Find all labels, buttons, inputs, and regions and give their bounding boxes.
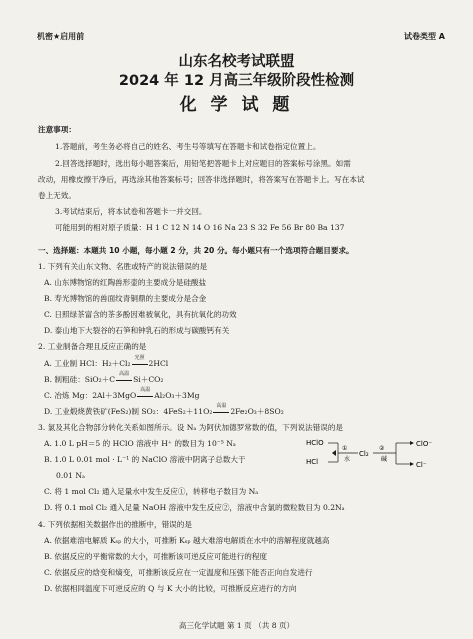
q1-option-a: A. 山东博物馆的红陶兽形壶的主要成分是硅酸盐 [44,278,207,287]
title-organizer: 山东名校考试联盟 [178,54,295,70]
notice-item-2b: 改动，用橡皮擦干净后，再选涂其他答案标号；回答非选择题时，将答案写在答题卡上。写在本试 [38,175,365,184]
diagram-r2-cond: 碱 [381,456,388,463]
diagram-hclo: HClO [306,439,324,447]
q2-option-c [44,387,200,401]
title-exam: 2024 年 12 月高三年级阶段性检测 [118,73,355,89]
section-heading: 一、选择题：本题共 10 小题，每小题 2 分，共 20 分。每小题只有一个选项符合题目要求。 [38,246,354,255]
diagram-r2: ② [379,445,385,452]
q1-option-b: B. 寿光博物馆的兽面纹青铜鼎的主要成分是合金 [44,294,207,303]
diagram-hcl: HCl [306,458,319,466]
title-subject: 化 学 试 题 [179,95,294,115]
q1-option-d: D. 泰山地下大裂谷的石笋和钟乳石的形成与碳酸钙有关 [44,326,230,335]
q3-option-d: D. 将 0.1 mol Cl₂ 通入足量 NaOH 溶液中发生反应②，溶液中含氯的微粒数目为 0.2Nₐ [44,503,345,512]
notice-item-1: 1.答题前，考生务必将自己的姓名、考生号等填写在答题卡和试卷指定位置上。 [55,142,321,151]
reaction-condition: 高温 [216,403,227,409]
q1-option-c: C. 日照绿茶富含的茶多酚因难被氧化，具有抗氧化的功效 [44,310,237,319]
reaction-condition: 高温 [119,371,130,377]
reaction-arrow [212,403,230,417]
q2-c-products: Al₂O₃＋3Mg [154,391,200,400]
page-footer: 高三化学试题 第 1 页 （共 8 页） [178,621,295,630]
q3-option-b-line2: 0.01 Nₐ [56,471,85,480]
reaction-arrow [131,355,149,369]
q3-stem: 3. 氯及其化合物部分转化关系如图所示。设 Nₐ 为阿伏加德罗常数的值，下列说法错误的是 [38,423,344,432]
q2-c-reactants: C. 冶炼 Mg：2Al＋3MgO [44,391,137,400]
notice-heading: 注意事项： [38,125,76,134]
q4-option-c: C. 依据反应的焓变和熵变，可推断该反应在一定温度和压强下能否正向自发进行 [44,568,313,577]
atomic-masses: 可能用到的相对原子质量：H 1 C 12 N 14 O 16 Na 23 S 32 Fe 56 Br 80 Ba 137 [55,223,345,232]
confidential-label: 机密★启用前 [37,32,85,41]
q4-option-a: A. 依据难溶电解质 Kₛₚ 的大小，可推断 Kₛₚ 越大难溶电解质在水中的溶解程度就越高 [44,536,330,545]
q2-stem: 2. 工业制备合理且反应正确的是 [38,342,147,351]
q2-b-products: Si＋CO₂ [133,375,164,384]
q1-stem: 1. 下列有关山东文物、名胜或特产的说法错误的是 [38,262,208,271]
q2-b-reactants: B. 制粗硅：SiO₂＋C [44,375,116,384]
diagram-r1-cond: 水 [344,456,351,463]
q3-option-a: A. 1.0 L pH＝5 的 HClO 溶液中 H⁺ 的数目为 10⁻⁵ Nₐ [44,439,236,448]
reaction-arrow [136,387,154,401]
diagram-arrowhead [410,462,414,466]
q2-option-b [44,371,164,385]
q4-option-d: D. 依据相同温度下可逆反应的 Q 与 K 大小的比较，可推断反应进行的方向 [44,584,297,593]
reaction-condition: 光照 [134,355,145,361]
paper-type-label: 试卷类型 A [404,32,445,41]
diagram-cl2: Cl₂ [359,450,369,458]
q4-option-b: B. 依据反应的平衡常数的大小，可推断该可逆反应可能进行的程度 [44,552,268,561]
diagram-arrowhead [332,450,336,456]
reaction-condition: 高温 [140,387,151,393]
q2-a-products: 2HCl [148,359,169,368]
diagram-arrowhead [410,441,414,445]
q2-option-a [44,355,169,369]
notice-item-3: 3.考试结束后，将本试卷和答题卡一并交回。 [55,207,207,216]
q2-a-reactants: A. 工业制 HCl：H₂＋Cl₂ [44,359,131,368]
q2-d-products: 2Fe₂O₃＋8SO₂ [230,407,284,416]
diagram-clo: ClO⁻ [416,440,433,448]
diagram-r1: ① [342,445,348,452]
q3-option-b-line1: B. 1.0 L 0.01 mol · L⁻¹ 的 NaClO 溶液中阴离子总数大于 [44,455,246,464]
q2-option-d [44,403,284,417]
q3-option-c: C. 将 1 mol Cl₂ 通入足量水中发生反应①，转移电子数目为 Nₐ [44,487,259,496]
notice-item-2a: 2.回答选择题时，选出每小题答案后，用铅笔把答题卡上对应题目的答案标号涂黑。如需 [55,159,351,168]
diagram-cl-minus: Cl⁻ [416,461,427,469]
reaction-arrow [115,371,133,385]
notice-item-2c: 卷上无效。 [38,191,76,200]
chlorine-conversion-diagram [306,434,436,470]
q2-d-reactants: D. 工业煅烧黄铁矿(FeS₂)制 SO₂：4FeS₂＋11O₂ [44,407,213,416]
q4-stem: 4. 下列依据相关数据作出的推断中，错误的是 [38,520,192,529]
